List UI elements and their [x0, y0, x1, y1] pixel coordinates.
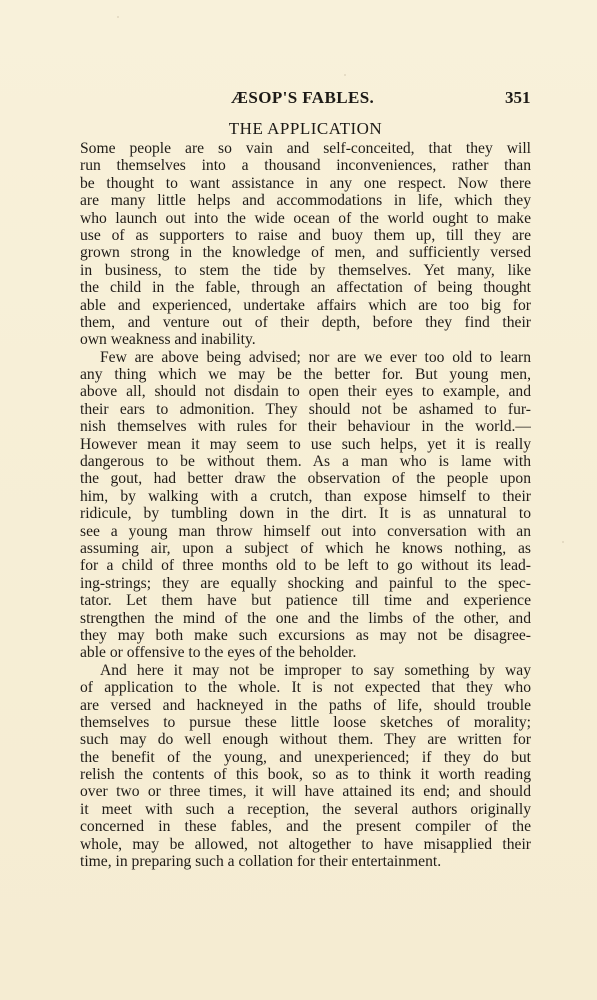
- paper-speck: [117, 16, 119, 18]
- text-line: And here it may not be improper to say something by way: [100, 661, 531, 679]
- text-line: ing-strings; they are equally shocking and painful to the spec-: [80, 574, 531, 592]
- text-line: who launch out into the wide ocean of the world ought to make: [80, 209, 531, 227]
- text-line: nish themselves with rules for their behaviour in the world.—: [80, 418, 531, 436]
- text-line: see a young man throw himself out into conversation with an: [80, 522, 531, 540]
- text-line: However mean it may seem to use such helps, yet it is really: [80, 435, 531, 453]
- text-line: own weakness and inability.: [80, 331, 256, 349]
- text-line: concerned in these fables, and the present compiler of the: [80, 818, 531, 836]
- text-line: dangerous to be without them. As a man who is lame with: [80, 453, 531, 471]
- text-line: it meet with such a reception, the several authors originally: [80, 800, 531, 818]
- text-line: them, and venture out of their depth, before they find their: [80, 313, 531, 331]
- text-line: such may do well enough without them. They are written for: [80, 731, 531, 749]
- text-line: able or offensive to the eyes of the beholder.: [80, 644, 357, 662]
- text-line: their ears to admonition. They should not be ashamed to fur-: [80, 400, 531, 418]
- paper-speck: [562, 541, 564, 543]
- running-title: ÆSOP'S FABLES.: [231, 88, 375, 107]
- paper-speck: [344, 74, 346, 76]
- text-line: are many little helps and accommodations in life, which they: [80, 192, 531, 210]
- text-line: whole, may be allowed, not altogether to have misapplied their: [80, 835, 531, 853]
- text-line: Some people are so vain and self-conceited, that they will: [80, 140, 531, 157]
- text-line: themselves to pursue these little loose sketches of morality;: [80, 713, 531, 731]
- text-line: him, by walking with a crutch, than expose himself to their: [80, 487, 531, 505]
- text-line: above all, should not disdain to open their eyes to example, and: [80, 383, 531, 401]
- text-line: over two or three times, it will have attained its end; and should: [80, 783, 531, 801]
- text-line: be thought to want assistance in any one respect. Now there: [80, 174, 531, 192]
- text-line: run themselves into a thousand inconveniences, rather than: [80, 157, 531, 175]
- text-line: time, in preparing such a collation for their entertainment.: [80, 853, 442, 871]
- text-line: are versed and hackneyed in the paths of life, should trouble: [80, 696, 531, 714]
- running-head: [0, 88, 597, 112]
- text-line: of application to the whole. It is not expected that they who: [80, 679, 531, 697]
- text-line: the child in the fable, through an affectation of being thought: [80, 279, 531, 297]
- text-line: in business, to stem the tide by themselves. Yet many, like: [80, 261, 531, 279]
- text-line: the gout, had better draw the observation of the people upon: [80, 470, 531, 488]
- body-text: [80, 140, 531, 870]
- text-line: any thing which we may be the better for. But young men,: [80, 366, 531, 384]
- text-line: grown strong in the knowledge of men, and sufficiently versed: [80, 244, 531, 262]
- text-line: the benefit of the young, and unexperienced; if they do but: [80, 748, 531, 766]
- text-line: they may both make such excursions as may not be disagree-: [80, 626, 531, 644]
- section-heading: THE APPLICATION: [228, 119, 383, 138]
- text-line: Few are above being advised; nor are we ever too old to learn: [100, 348, 531, 366]
- text-line: use of as supporters to raise and buoy them up, till they are: [80, 226, 531, 244]
- text-line: assuming air, upon a subject of which he knows nothing, as: [80, 539, 531, 557]
- text-line: tator. Let them have but patience till time and experience: [80, 592, 531, 610]
- text-line: strengthen the mind of the one and the limbs of the other, and: [80, 609, 531, 627]
- text-line: relish the contents of this book, so as to think it worth reading: [80, 766, 531, 784]
- text-line: able and experienced, undertake affairs which are too big for: [80, 296, 531, 314]
- text-line: ridicule, by tumbling down in the dirt. It is as unnatural to: [80, 505, 531, 523]
- page-number: 351: [505, 88, 531, 107]
- text-line: for a child of three months old to be left to go without its lead-: [80, 557, 531, 575]
